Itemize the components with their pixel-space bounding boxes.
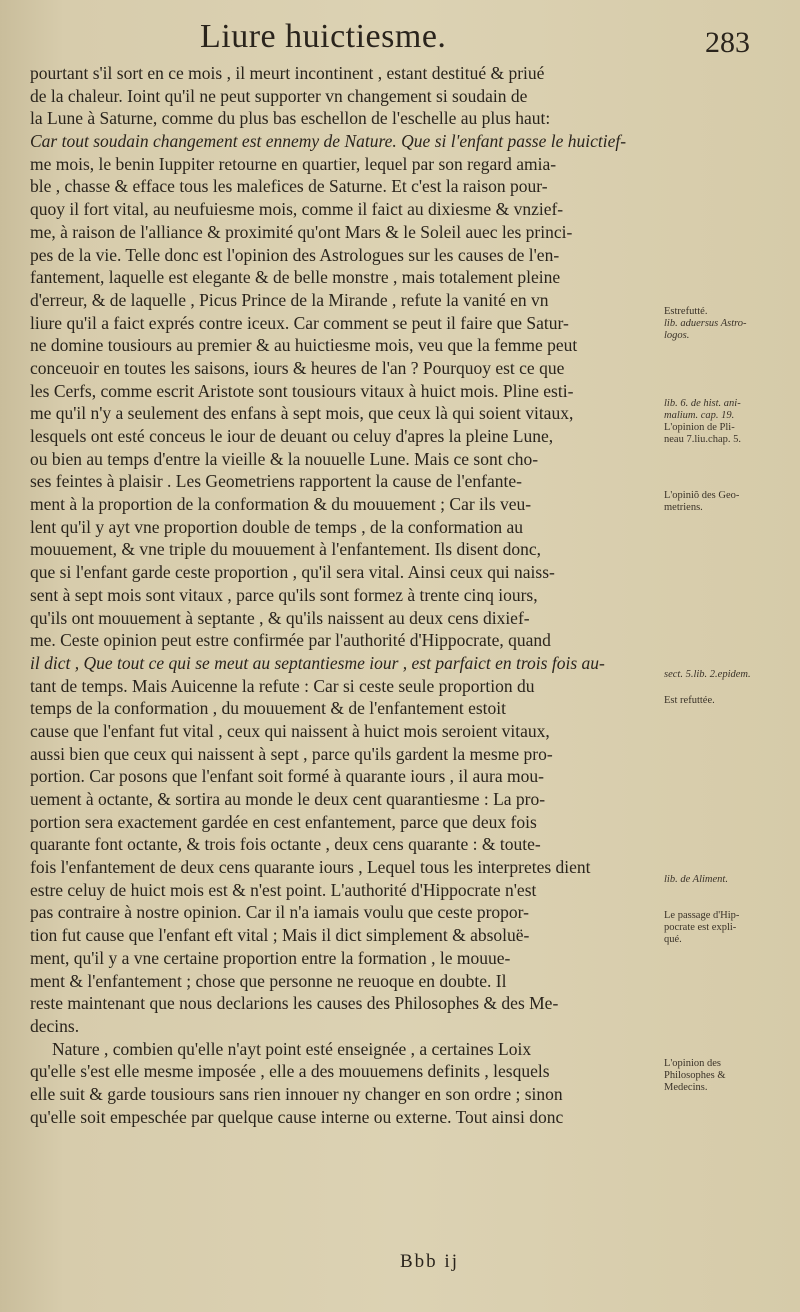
text-line: qu'ils ont mouuement à septante , & qu'ils naissent au deux cens dixief-	[30, 607, 530, 628]
text-line: liure qu'il a faict exprés contre iceux. Car comment se peut il faire que Satur-	[30, 312, 569, 333]
text-line: portion. Car posons que l'enfant soit formé à quarante iours , il aura mou-	[30, 766, 544, 787]
margin-note-line: Est refuttée.	[664, 695, 715, 706]
margin-note-line: Medecins.	[664, 1082, 708, 1093]
text-line: cause que l'enfant fut vital , ceux qui naissent à huict mois seroient vitaux,	[30, 720, 550, 741]
text-line: quarante font octante, & trois fois octante , deux cens quarante : & toute-	[30, 834, 541, 855]
margin-note-line: Le passage d'Hip-	[664, 910, 740, 921]
text-line: elle suit & garde tousiours sans rien innouer ny changer en son ordre ; sinon	[30, 1083, 563, 1104]
margin-note-line: metriens.	[664, 502, 703, 513]
text-line: me, à raison de l'alliance & proximité qu'ont Mars & le Soleil auec les princi-	[30, 221, 573, 242]
text-line: que si l'enfant garde ceste proportion , qu'il sera vital. Ainsi ceux qui naiss-	[30, 562, 555, 583]
text-line: qu'elle soit empeschée par quelque cause interne ou externe. Tout ainsi donc	[30, 1106, 564, 1127]
text-line: tion fut cause que l'enfant eft vital ; Mais il dict simplement & absoluë-	[30, 925, 530, 946]
page-header	[0, 18, 800, 62]
text-line: quoy il fort vital, au neufuiesme mois, comme il faict au dixiesme & vnzief-	[30, 199, 564, 220]
text-line: la Lune à Saturne, comme du plus bas eschellon de l'eschelle au plus haut:	[30, 108, 551, 129]
text-line: tant de temps. Mais Auicenne la refute : Car si ceste seule proportion du	[30, 675, 535, 696]
margin-note-line: logos.	[664, 330, 690, 341]
text-line: pes de la vie. Telle donc est l'opinion des Astrologues sur les causes de l'en-	[30, 244, 560, 265]
text-line: uement à octante, & sortira au monde le deux cent quarantiesme : La pro-	[30, 789, 546, 809]
text-line: me qu'il n'y a seulement des enfans à sept mois, que ceux là qui soient vitaux,	[30, 403, 574, 424]
text-line: ment à la proportion de la conformation & du mouuement ; Car ils veu-	[30, 494, 532, 515]
text-line: decins.	[30, 1015, 80, 1036]
text-line: pas contraire à nostre opinion. Car il n'a iamais voulu que ceste propor-	[30, 902, 529, 923]
running-title: Liure huictiesme.	[200, 18, 447, 55]
text-line: ou bien au temps d'entre la vieille & la nouuelle Lune. Mais ce sont cho-	[30, 448, 539, 469]
text-line: me mois, le benin Iuppiter retourne en quartier, lequel par son regard amia-	[30, 153, 557, 174]
text-line: ment, qu'il y a vne certaine proportion entre la formation , le mouue-	[30, 947, 511, 968]
margin-note-line: malium. cap. 19.	[664, 410, 735, 421]
margin-note-line: neau 7.liu.chap. 5.	[664, 434, 741, 445]
text-line: reste maintenant que nous declarions les causes des Philosophes & des Me-	[30, 993, 559, 1014]
margin-note-line: lib. de Aliment.	[664, 874, 728, 885]
text-line: sent à sept mois sont vitaux , parce qu'ils sont formez à trente cinq iours,	[30, 584, 538, 605]
text-line: temps de la conformation , du mouuement & de l'enfantement estoit	[30, 698, 507, 719]
text-line: me. Ceste opinion peut estre confirmée par l'authorité d'Hippocrate, quand	[30, 630, 551, 651]
margin-note-line: L'opiniõ des Geo-	[664, 490, 740, 501]
text-line: lesquels ont esté conceus le iour de deuant ou celuy d'apres la pleine Lune,	[30, 426, 554, 446]
page-number: 283	[705, 26, 750, 59]
text-line: de la chaleur. Ioint qu'il ne peut supporter vn changement si soudain de	[30, 85, 528, 106]
text-line: les Cerfs, comme escrit Aristote sont tousiours vitaux à huict mois. Pline esti-	[30, 380, 574, 401]
margin-note	[664, 490, 796, 514]
body-text	[30, 62, 660, 1128]
text-line: mouuement, & vne triple du mouuement à l'enfantement. Ils disent donc,	[30, 539, 542, 560]
margin-note-line: lib. aduersus Astro-	[664, 318, 747, 329]
text-line: ment & l'enfantement ; chose que personne ne reuoque en doubte. Il	[30, 970, 507, 991]
signature-mark: Bbb ij	[400, 1251, 459, 1272]
text-line: pourtant s'il sort en ce mois , il meurt incontinent , estant destitué & priué	[30, 63, 545, 83]
text-line: il dict , Que tout ce qui se meut au septantiesme iour , est parfaict en trois fois au-	[30, 652, 605, 673]
text-line: estre celuy de huict mois est & n'est point. L'authorité d'Hippocrate n'est	[30, 879, 537, 900]
text-line: fantement, laquelle est elegante & de belle monstre , mais totalement pleine	[30, 267, 561, 288]
text-line: aussi bien que ceux qui naissent à sept , parce qu'ils gardent la mesme pro-	[30, 743, 553, 764]
text-line: ne domine tousiours au premier & au huictiesme mois, veu que la femme peut	[30, 335, 578, 356]
margin-note	[664, 669, 796, 681]
text-line: Nature , combien qu'elle n'ayt point esté enseignée , a certaines Loix	[52, 1038, 532, 1059]
text-line: d'erreur, & de laquelle , Picus Prince de la Mirande , refute la vanité en vn	[30, 289, 549, 310]
margin-note-line: Philosophes &	[664, 1070, 726, 1081]
margin-note-line: lib. 6. de hist. ani-	[664, 398, 741, 409]
text-line: lent qu'il y ayt vne proportion double de temps , de la conformation au	[30, 516, 524, 537]
margin-note	[664, 874, 796, 886]
margin-note-line: pocrate est expli-	[664, 922, 737, 933]
margin-note-line: L'opinion des	[664, 1058, 722, 1069]
margin-note	[664, 910, 796, 946]
text-line: ses feintes à plaisir . Les Geometriens rapportent la cause de l'enfante-	[30, 471, 522, 492]
text-line: portion sera exactement gardée en cest enfantement, parce que deux fois	[30, 811, 537, 832]
margin-note-line: Estrefutté.	[664, 306, 708, 317]
margin-note-line: qué.	[664, 934, 682, 945]
text-line: ble , chasse & efface tous les malefices de Saturne. Et c'est la raison pour-	[30, 176, 548, 197]
margin-note-line: L'opinion de Pli-	[664, 422, 735, 433]
text-line: Car tout soudain changement est ennemy de Nature. Que si l'enfant passe le huictief-	[30, 131, 627, 152]
margin-note	[664, 398, 796, 446]
margin-note	[664, 306, 796, 342]
margin-note	[664, 695, 796, 707]
text-line: fois l'enfantement de deux cens quarante iours , Lequel tous les interpretes dient	[30, 857, 591, 878]
text-line: qu'elle s'est elle mesme imposée , elle a des mouuemens definits , lesquels	[30, 1061, 550, 1082]
margin-note	[664, 1058, 796, 1094]
margin-note-line: sect. 5.lib. 2.epidem.	[664, 669, 751, 680]
text-line: conceuoir en toutes les saisons, iours & heures de l'an ? Pourquoy est ce que	[30, 357, 565, 378]
